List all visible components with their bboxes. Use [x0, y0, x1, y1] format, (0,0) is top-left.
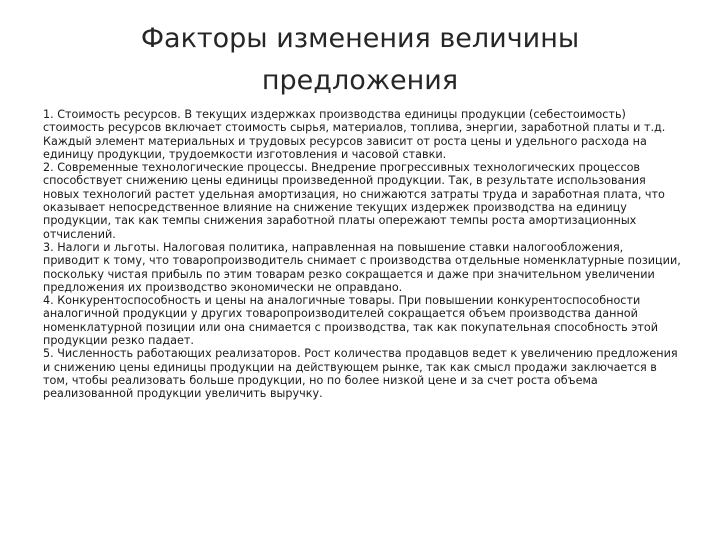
slide-title-line-2: предложения — [261, 65, 459, 96]
factor-paragraph-4: 4. Конкурентоспособность и цены на аналогичные товары. При повышении конкурентоспособности аналогичной продукции у других товаропроизводителей сокращается объем производства данной номенклатурной позиции или она снимается с производства, так как покупательная способность этой продукции резко падает. — [43, 294, 659, 348]
factor-paragraph-3: 3. Налоги и льготы. Налоговая политика, направленная на повышение ставки налогообложения, приводит к тому, что товаропроизводитель снимает с производства отдельные номенклатурные позиции, поскольку чистая прибыль по этим товарам резко сокращается и даже при значительном увеличении предложения их производство экономически не оправдано. — [43, 240, 681, 294]
factor-paragraph-2: 2. Современные технологические процессы. Внедрение прогрессивных технологических процессов способствует снижению цены единицы произведенной продукции. Так, в результате использования новых технологий растет удельная амортизация, но снижаются затраты труда и заработная плата, что оказывает непосредственное влияние на снижение текущих издержек производства на единицу продукции, так как темпы снижения заработной платы опережают темпы роста амортизационных отчислений. — [43, 161, 665, 241]
slide-title-line-1: Факторы изменения величины — [140, 23, 580, 54]
factor-paragraph-1: 1. Стоимость ресурсов. В текущих издержках производства единицы продукции (себестоимость) стоимость ресурсов включает стоимость сырья, материалов, топлива, энергии, заработной платы и т.д. Каждый элемент материальных и трудовых ресурсов зависит от роста цены и удельного расхода на единицу продукции, трудоемкости изготовления и часовой ставки. — [43, 108, 666, 161]
factor-paragraph-5: 5. Численность работающих реализаторов. Рост количества продавцов ведет к увеличению предложения и снижению цены единицы продукции на действующем рынке, так как смысл продажи заключается в том, чтобы реализовать больше продукции, но по более низкой цене и за счет роста объема реализованной продукции увеличить выручку. — [43, 347, 678, 401]
slide-body — [43, 108, 683, 401]
slide-title — [60, 18, 660, 102]
